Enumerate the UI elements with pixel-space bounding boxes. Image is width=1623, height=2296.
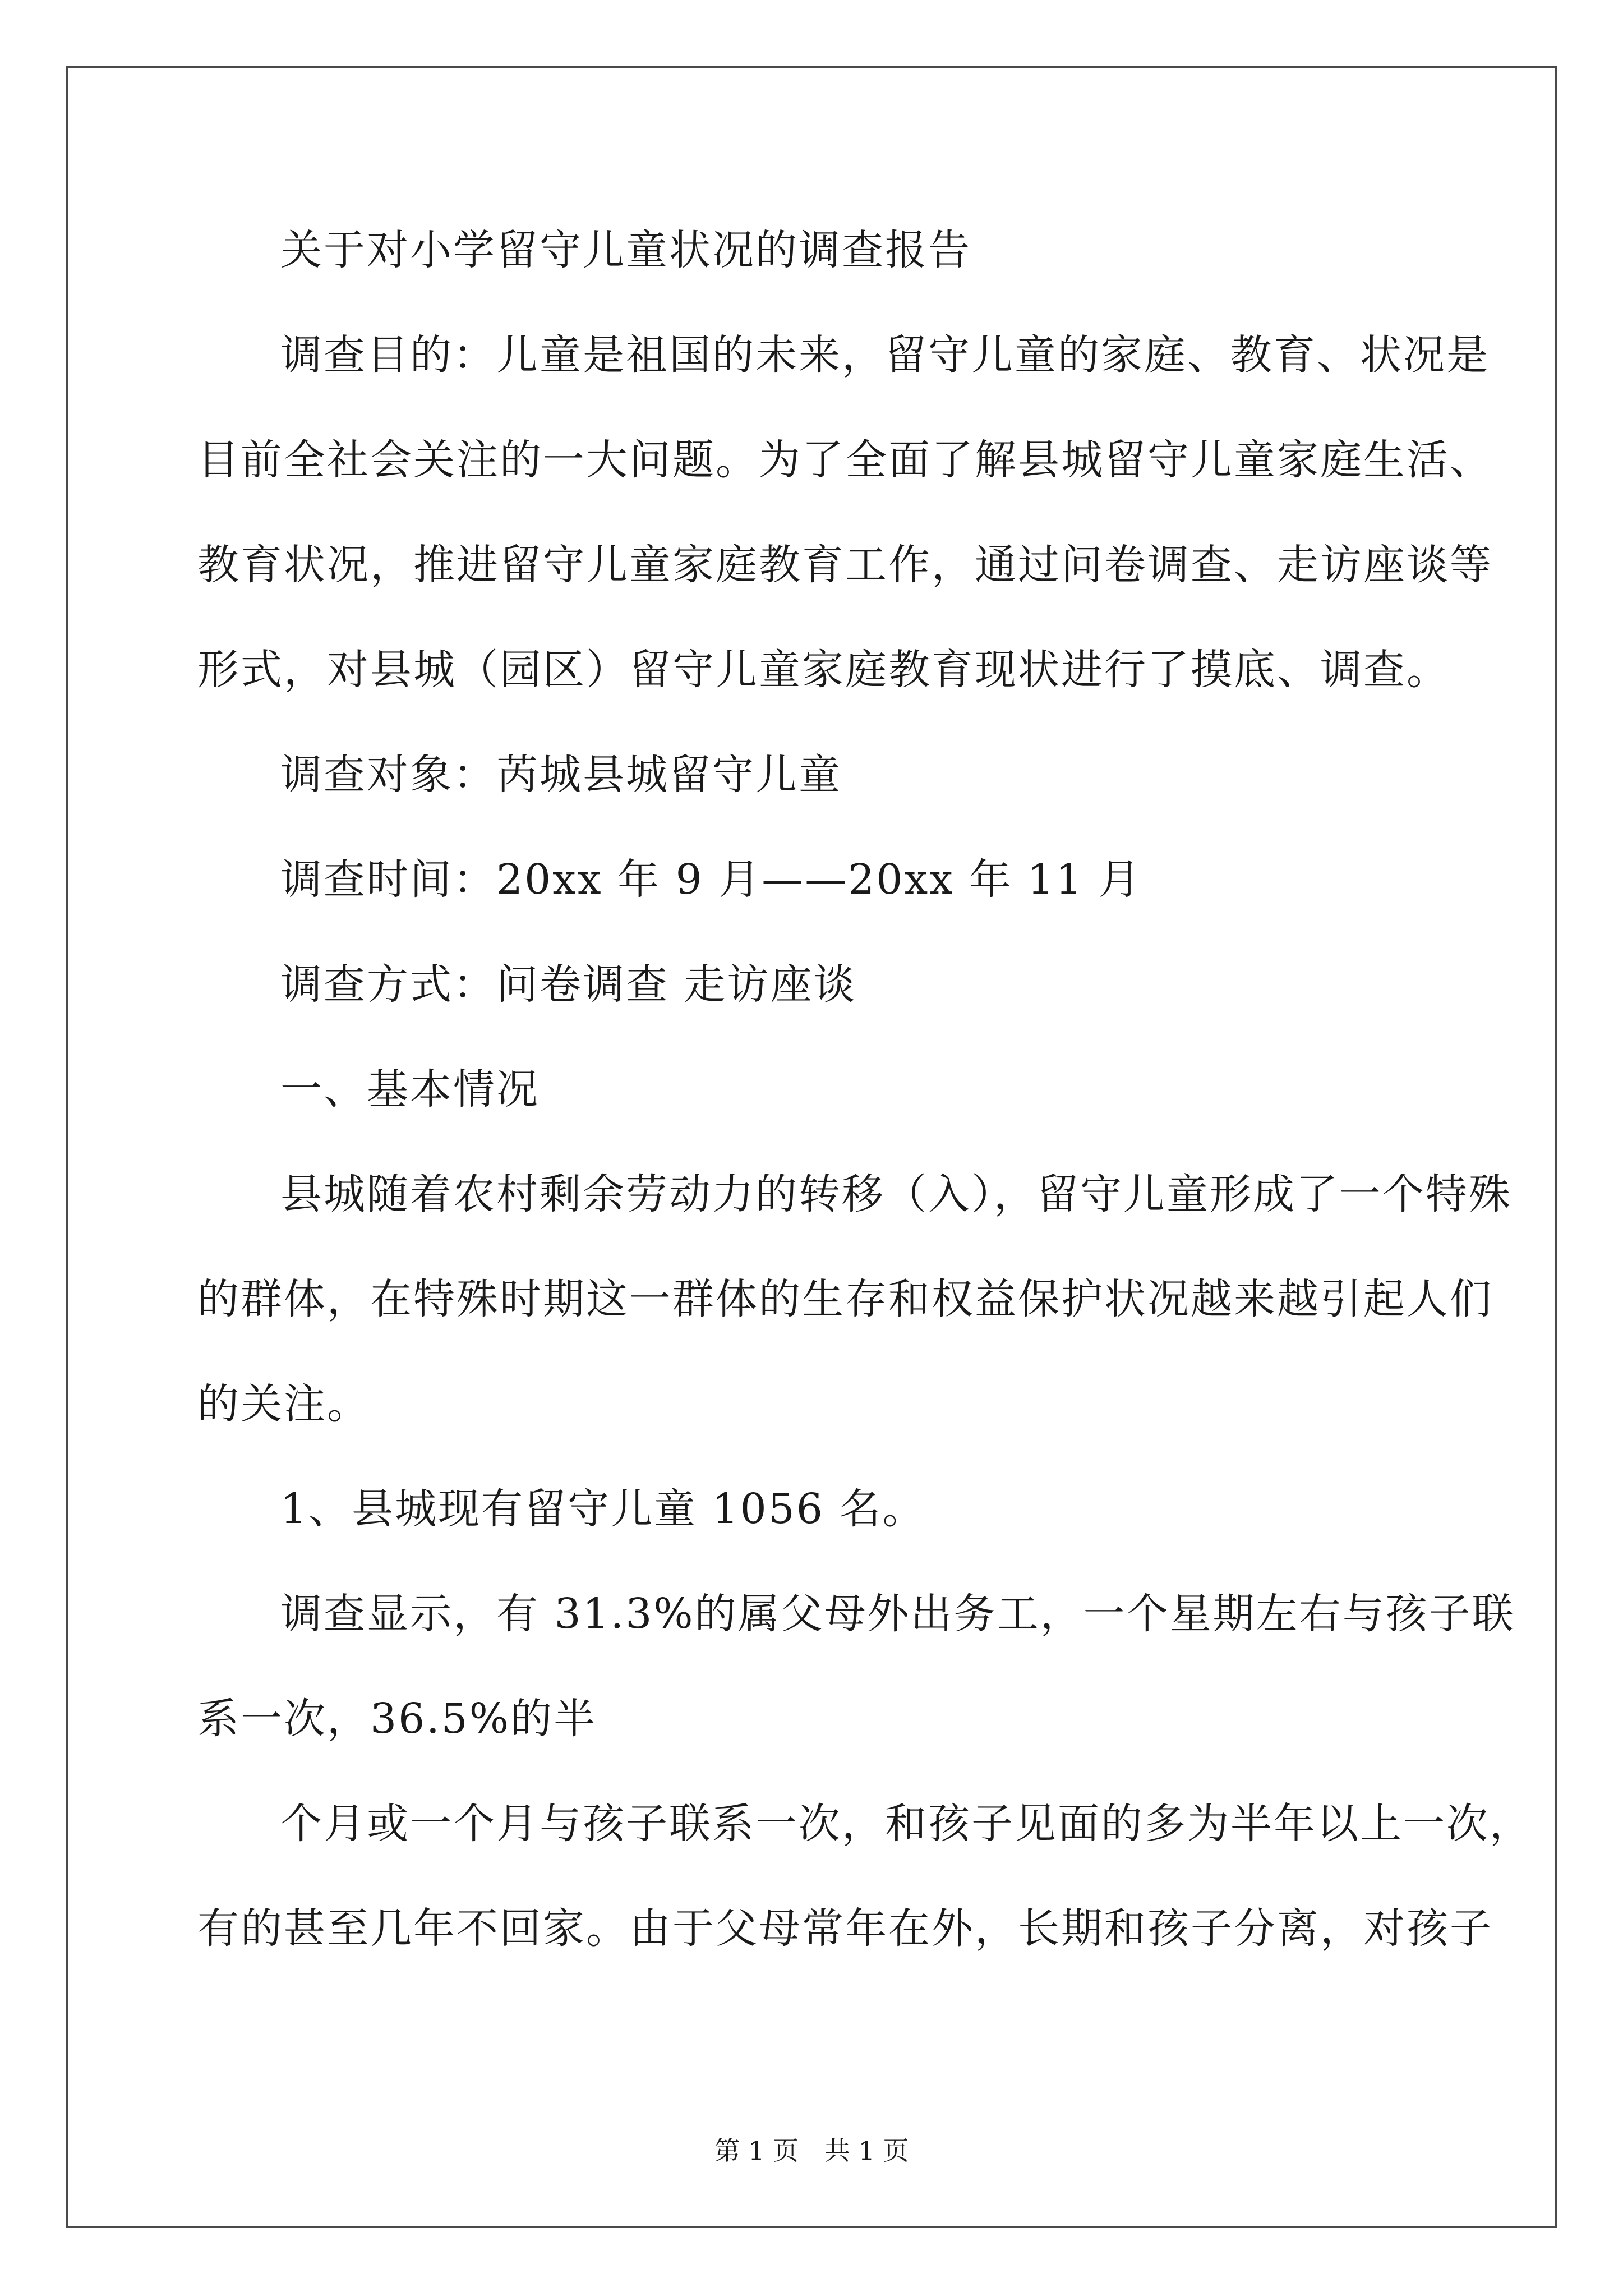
page-footer	[0, 2134, 1623, 2168]
section-heading: 一、基本情况	[280, 1065, 540, 1114]
document-body	[197, 208, 1533, 1991]
text-line: 形式，对县城（园区）留守儿童家庭教育现状进行了摸底、调查。	[197, 646, 1450, 694]
text-line: 调查对象：芮城县城留守儿童	[280, 751, 842, 799]
text-line: 的关注。	[197, 1380, 370, 1428]
text-line: 调查显示，有 31.3%的属父母外出务工，一个星期左右与孩子联	[280, 1590, 1515, 1638]
text-line: 的群体，在特殊时期这一群体的生存和权益保护状况越来越引起人们	[197, 1275, 1493, 1323]
text-line: 系一次，36.5%的半	[197, 1695, 597, 1743]
text-line: 县城随着农村剩余劳动力的转移（入），留守儿童形成了一个特殊	[280, 1170, 1512, 1218]
text-line: 调查方式：问卷调查 走访座谈	[280, 960, 857, 1009]
text-line: 1、县城现有留守儿童 1056 名。	[280, 1485, 926, 1533]
page-total: 共 1 页	[824, 2136, 909, 2166]
text-line: 调查目的：儿童是祖国的未来，留守儿童的家庭、教育、状况是	[280, 331, 1490, 379]
text-line: 教育状况，推进留守儿童家庭教育工作，通过问卷调查、走访座谈等	[197, 541, 1493, 589]
text-line: 目前全社会关注的一大问题。为了全面了解县城留守儿童家庭生活、	[197, 436, 1493, 484]
text-line: 调查时间：20xx 年 9 月——20xx 年 11 月	[280, 855, 1142, 904]
text-line: 有的甚至几年不回家。由于父母常年在外，长期和孩子分离，对孩子	[197, 1904, 1493, 1953]
document-title: 关于对小学留守儿童状况的调查报告	[280, 226, 971, 274]
page-number: 第 1 页	[714, 2136, 799, 2166]
text-line: 个月或一个月与孩子联系一次，和孩子见面的多为半年以上一次，	[280, 1800, 1533, 1848]
